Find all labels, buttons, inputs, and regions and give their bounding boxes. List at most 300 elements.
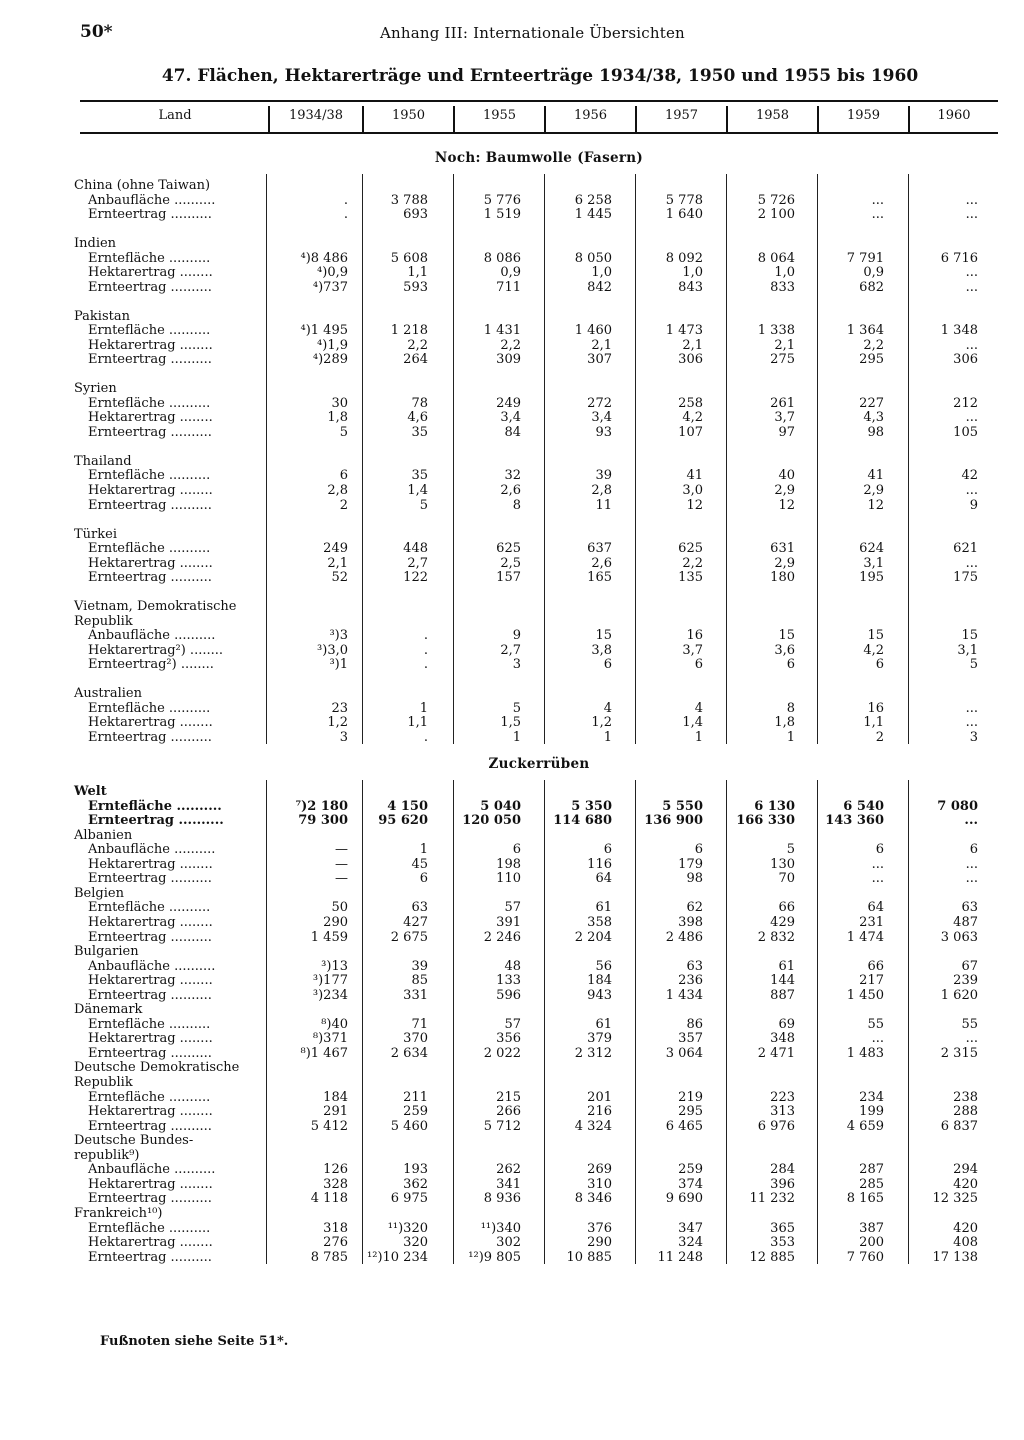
data-row — [0, 483, 1024, 498]
data-row — [0, 193, 1024, 208]
table-cell-1934-38: ³)1 — [329, 657, 348, 673]
measure-label: Hektarertrag ........ — [88, 1104, 213, 1120]
table-cell-1950: 264 — [403, 352, 428, 368]
table-cell-1960: 306 — [953, 352, 978, 368]
table-cell-1957: 6 465 — [665, 1118, 703, 1134]
section-heading: Zuckerrüben — [488, 756, 590, 772]
measure-label: Hektarertrag ........ — [88, 410, 213, 426]
table-cell-1960: 621 — [953, 541, 978, 556]
data-row — [0, 1119, 1024, 1134]
table-cell-1957: 2 486 — [665, 929, 703, 945]
table-cell-1958: 6 130 — [754, 798, 795, 814]
table-cell-1958: 40 — [778, 468, 795, 484]
table-cell-1955: 84 — [504, 424, 521, 440]
table-cell-1950: 63 — [411, 900, 428, 916]
table-cell-1955: 120 050 — [462, 813, 521, 829]
page-header — [80, 22, 1000, 46]
table-cell-1934-38: 30 — [331, 395, 348, 411]
table-cell-1960: ... — [965, 337, 978, 353]
table-cell-1950: 320 — [403, 1235, 428, 1250]
table-cell-1955: 215 — [496, 1089, 521, 1105]
table-cell-1960: 3 — [969, 729, 978, 745]
country-label: Albanien — [74, 827, 133, 843]
measure-label: Erntefläche .......... — [88, 468, 211, 484]
table-cell-1959: 1 450 — [846, 987, 884, 1003]
data-row — [0, 813, 1024, 828]
table-cell-1958: 1 — [786, 729, 795, 745]
country-row — [0, 944, 1024, 959]
country-row — [0, 178, 1024, 193]
table-header-row — [80, 104, 998, 132]
table-cell-1934-38: ⁸)371 — [312, 1031, 348, 1047]
measure-label: Ernteertrag .......... — [88, 352, 212, 368]
table-cell-1958: 348 — [770, 1031, 795, 1047]
table-cell-1960: 7 080 — [937, 798, 978, 814]
table-cell-1955: 8 936 — [483, 1191, 521, 1207]
country-row — [0, 614, 1024, 629]
table-cell-1955: 5 — [512, 700, 521, 716]
table-cell-1959: 3,1 — [863, 555, 884, 571]
data-row — [0, 323, 1024, 338]
table-cell-1956: 2,1 — [591, 337, 612, 353]
table-cell-1950: 211 — [403, 1089, 428, 1105]
column-header-separator — [544, 106, 546, 132]
country-label: Republik — [74, 1075, 133, 1090]
table-cell-1956: 56 — [595, 958, 612, 974]
data-row — [0, 1104, 1024, 1119]
table-cell-1960: 5 — [969, 657, 978, 673]
column-header-separator — [908, 106, 910, 132]
country-label: Deutsche Demokratische — [74, 1060, 240, 1076]
table-cell-1957: 1 640 — [665, 207, 703, 223]
data-row — [0, 959, 1024, 974]
table-cell-1955: 2 022 — [483, 1045, 521, 1061]
table-cell-1956: 307 — [587, 352, 612, 368]
data-row — [0, 973, 1024, 988]
table-cell-1956: 216 — [587, 1104, 612, 1120]
table-cell-1934-38: ⁴)0,9 — [317, 265, 348, 281]
table-cell-1959: 682 — [859, 279, 884, 295]
table-cell-1960: 6 — [969, 842, 978, 858]
table-cell-1956: 269 — [587, 1162, 612, 1178]
table-cell-1956: 358 — [587, 914, 612, 930]
table-cell-1960: ... — [965, 555, 978, 571]
table-cell-1950: 122 — [403, 570, 428, 586]
table-cell-1960: 239 — [953, 973, 978, 989]
table-cell-1960: ... — [965, 700, 978, 716]
table-cell-1959: 6 540 — [843, 798, 884, 814]
table-top-rule — [80, 100, 998, 102]
country-label: Pakistan — [74, 308, 130, 324]
country-row — [0, 599, 1024, 614]
table-cell-1959: 16 — [867, 700, 884, 716]
table-cell-1950: 362 — [403, 1176, 428, 1192]
table-cell-1959: ... — [871, 1031, 884, 1047]
table-cell-1934-38: 8 785 — [310, 1249, 348, 1265]
table-cell-1956: 4 324 — [574, 1118, 612, 1134]
table-cell-1950: 259 — [403, 1104, 428, 1120]
table-cell-1956: 116 — [587, 856, 612, 872]
table-cell-1934-38: ⁸)40 — [321, 1016, 348, 1032]
table-cell-1950: 45 — [411, 856, 428, 872]
table-cell-1956: 3,4 — [591, 410, 612, 426]
table-cell-1959: 7 760 — [846, 1249, 884, 1265]
table-cell-1956: 6 258 — [574, 192, 612, 208]
measure-label: Hektarertrag ........ — [88, 555, 213, 571]
table-cell-1958: 353 — [770, 1235, 795, 1250]
data-row — [0, 701, 1024, 716]
table-cell-1950: 593 — [403, 279, 428, 295]
table-cell-1958: 61 — [778, 958, 795, 974]
table-cell-1960: ... — [965, 207, 978, 223]
table-cell-1956: 2 204 — [574, 929, 612, 945]
table-cell-1958: 2 832 — [757, 929, 795, 945]
table-cell-1955: 391 — [496, 914, 521, 930]
table-cell-1955: 8 086 — [483, 250, 521, 266]
table-cell-1955: 2,7 — [500, 642, 521, 658]
table-cell-1957: 5 778 — [665, 192, 703, 208]
table-cell-1958: 11 232 — [749, 1191, 795, 1207]
table-cell-1950: 5 — [419, 497, 428, 513]
measure-label: Erntefläche .......... — [88, 1016, 211, 1032]
country-row — [0, 1060, 1024, 1075]
measure-label: Ernteertrag .......... — [88, 871, 212, 887]
country-row — [0, 454, 1024, 469]
measure-label: Ernteertrag²) ........ — [88, 657, 214, 673]
table-cell-1950: 2 675 — [390, 929, 428, 945]
table-cell-1955: 1 431 — [483, 323, 521, 339]
table-cell-1960: ... — [965, 483, 978, 498]
table-cell-1950: 448 — [403, 541, 428, 556]
table-cell-1950: 85 — [411, 973, 428, 989]
table-cell-1957: 295 — [678, 1104, 703, 1120]
table-cell-1957: 258 — [678, 395, 703, 411]
table-cell-1958: 8 064 — [757, 250, 795, 266]
table-cell-1955: 711 — [496, 279, 521, 295]
data-row — [0, 541, 1024, 556]
table-cell-1934-38: ⁴)1 495 — [300, 323, 348, 339]
table-cell-1956: 6 — [603, 657, 612, 673]
table-cell-1934-38: ⁴)8 486 — [300, 250, 348, 266]
table-cell-1958: 1,8 — [774, 715, 795, 731]
table-cell-1957: 135 — [678, 570, 703, 586]
column-separator — [817, 174, 818, 744]
table-cell-1934-38: . — [343, 207, 348, 223]
table-cell-1959: 98 — [867, 424, 884, 440]
table-cell-1950: 71 — [411, 1016, 428, 1032]
measure-label: Erntefläche .......... — [88, 900, 211, 916]
table-cell-1950: 193 — [403, 1162, 428, 1178]
table-cell-1934-38: 4 118 — [310, 1191, 348, 1207]
table-cell-1957: 1,4 — [682, 715, 703, 731]
table-cell-1950: 95 620 — [378, 813, 428, 829]
table-cell-1958: 365 — [770, 1220, 795, 1236]
table-cell-1955: 48 — [504, 958, 521, 974]
table-cell-1960: 2 315 — [940, 1045, 978, 1061]
measure-label: Anbaufläche .......... — [88, 958, 216, 974]
column-separator — [635, 174, 636, 744]
table-cell-1956: 943 — [587, 987, 612, 1003]
measure-label: Erntefläche .......... — [88, 1089, 211, 1105]
country-row — [0, 828, 1024, 843]
table-cell-1959: 2 — [875, 729, 884, 745]
table-cell-1955: 157 — [496, 570, 521, 586]
data-row — [0, 280, 1024, 295]
table-cell-1955: 9 — [512, 628, 521, 644]
column-separator — [544, 174, 545, 744]
table-cell-1956: 1,0 — [591, 265, 612, 281]
data-row — [0, 1221, 1024, 1236]
table-cell-1957: 219 — [678, 1089, 703, 1105]
table-cell-1959: 1 474 — [846, 929, 884, 945]
table-cell-1960: ... — [965, 410, 978, 426]
table-cell-1958: 275 — [770, 352, 795, 368]
column-separator — [266, 780, 267, 1264]
data-row — [0, 657, 1024, 672]
table-cell-1957: 16 — [686, 628, 703, 644]
measure-label: Erntefläche .......... — [88, 798, 222, 814]
column-separator — [726, 174, 727, 744]
country-row — [0, 784, 1024, 799]
table-cell-1959: 199 — [859, 1104, 884, 1120]
table-cell-1960: ... — [965, 715, 978, 731]
table-cell-1955: 309 — [496, 352, 521, 368]
country-row — [0, 309, 1024, 324]
table-cell-1934-38: 1 459 — [310, 929, 348, 945]
table-cell-1956: 201 — [587, 1089, 612, 1105]
table-cell-1955: 2,5 — [500, 555, 521, 571]
country-row — [0, 1075, 1024, 1090]
table-cell-1958: 3,7 — [774, 410, 795, 426]
table-cell-1934-38: 291 — [323, 1104, 348, 1120]
table-cell-1960: ... — [965, 1031, 978, 1047]
table-cell-1958: 12 — [778, 497, 795, 513]
table-cell-1934-38: — — [335, 871, 348, 887]
table-cell-1958: 12 885 — [749, 1249, 795, 1265]
table-cell-1959: ... — [871, 856, 884, 872]
measure-label: Hektarertrag ........ — [88, 1235, 213, 1250]
measure-label: Anbaufläche .......... — [88, 1162, 216, 1178]
column-header-1960: 1960 — [937, 108, 971, 123]
measure-label: Ernteertrag .......... — [88, 279, 212, 295]
data-row — [0, 1046, 1024, 1061]
measure-label: Ernteertrag .......... — [88, 1249, 212, 1265]
table-cell-1934-38: ⁴)737 — [312, 279, 348, 295]
column-separator — [362, 780, 363, 1264]
measure-label: Hektarertrag ........ — [88, 715, 213, 731]
measure-label: Ernteertrag .......... — [88, 497, 212, 513]
country-label: Welt — [74, 784, 107, 799]
table-cell-1955: 8 — [512, 497, 521, 513]
table-cell-1950: 1 — [419, 842, 428, 858]
table-cell-1959: 15 — [867, 628, 884, 644]
table-cell-1958: 2,1 — [774, 337, 795, 353]
table-cell-1955: ¹¹)340 — [480, 1220, 521, 1236]
measure-label: Ernteertrag .......... — [88, 729, 212, 745]
table-cell-1934-38: 328 — [323, 1176, 348, 1192]
table-cell-1956: 310 — [587, 1176, 612, 1192]
table-cell-1934-38: 1,8 — [327, 410, 348, 426]
data-row — [0, 900, 1024, 915]
table-cell-1955: 5 776 — [483, 192, 521, 208]
table-cell-1955: 5 712 — [483, 1118, 521, 1134]
table-cell-1956: 114 680 — [553, 813, 612, 829]
table-cell-1959: 195 — [859, 570, 884, 586]
table-cell-1957: 9 690 — [665, 1191, 703, 1207]
table-cell-1959: 12 — [867, 497, 884, 513]
table-cell-1958: 8 — [786, 700, 795, 716]
table-cell-1958: 313 — [770, 1104, 795, 1120]
table-cell-1934-38: 23 — [331, 700, 348, 716]
data-row — [0, 338, 1024, 353]
column-header-1957: 1957 — [664, 108, 699, 123]
measure-label: Hektarertrag ........ — [88, 483, 213, 498]
table-cell-1955: 57 — [504, 900, 521, 916]
table-cell-1957: 259 — [678, 1162, 703, 1178]
table-cell-1958: 429 — [770, 914, 795, 930]
table-cell-1960: ... — [965, 856, 978, 872]
table-cell-1958: 1,0 — [774, 265, 795, 281]
data-row — [0, 468, 1024, 483]
table-cell-1956: 272 — [587, 395, 612, 411]
data-row — [0, 556, 1024, 571]
data-row — [0, 1191, 1024, 1206]
table-cell-1950: 4,6 — [407, 410, 428, 426]
country-label: Indien — [74, 236, 117, 252]
column-header-separator — [362, 106, 364, 132]
data-row — [0, 1235, 1024, 1250]
table-title: 47. Flächen, Hektarerträge und Ernteerträge 1934/38, 1950 und 1955 bis 1960 — [161, 66, 919, 86]
table-cell-1960: 212 — [953, 395, 978, 411]
table-cell-1959: 41 — [867, 468, 884, 484]
data-row — [0, 643, 1024, 658]
country-label: Vietnam, Demokratische — [74, 599, 237, 614]
table-cell-1960: 63 — [961, 900, 978, 916]
table-cell-1959: 6 — [875, 842, 884, 858]
data-row — [0, 1162, 1024, 1177]
table-cell-1950: 2 634 — [390, 1045, 428, 1061]
table-cell-1958: 166 330 — [736, 813, 795, 829]
table-cell-1956: 2,8 — [591, 483, 612, 498]
table-cell-1957: 11 248 — [657, 1249, 703, 1265]
running-head: Anhang III: Internationale Übersichten — [380, 24, 685, 42]
table-cell-1959: 6 — [875, 657, 884, 673]
table-cell-1960: 3 063 — [940, 929, 978, 945]
measure-label: Ernteertrag .......... — [88, 570, 212, 586]
data-row — [0, 251, 1024, 266]
column-header-separator — [817, 106, 819, 132]
measure-label: Ernteertrag .......... — [88, 424, 212, 440]
country-row — [0, 236, 1024, 251]
table-cell-1950: 5 460 — [390, 1118, 428, 1134]
table-cell-1957: 98 — [686, 871, 703, 887]
table-cell-1959: 287 — [859, 1162, 884, 1178]
data-row — [0, 1250, 1024, 1265]
table-cell-1959: 1,1 — [863, 715, 884, 731]
table-cell-1958: 70 — [778, 871, 795, 887]
table-cell-1934-38: — — [335, 856, 348, 872]
country-row — [0, 1002, 1024, 1017]
table-cell-1958: 261 — [770, 395, 795, 411]
table-cell-1957: 1 473 — [665, 323, 703, 339]
table-cell-1960: 67 — [961, 958, 978, 974]
measure-label: Erntefläche .......... — [88, 541, 211, 556]
table-cell-1959: ... — [871, 192, 884, 208]
table-cell-1956: 61 — [595, 900, 612, 916]
table-cell-1960: 487 — [953, 914, 978, 930]
table-cell-1958: 5 726 — [757, 192, 795, 208]
measure-label: Anbaufläche .......... — [88, 628, 216, 644]
data-row — [0, 915, 1024, 930]
measure-label: Hektarertrag ........ — [88, 265, 213, 281]
table-cell-1950: . — [423, 628, 428, 644]
table-cell-1958: 130 — [770, 856, 795, 872]
table-cell-1960: 420 — [953, 1176, 978, 1192]
table-cell-1957: 8 092 — [665, 250, 703, 266]
table-cell-1958: 833 — [770, 279, 795, 295]
table-cell-1959: 2,2 — [863, 337, 884, 353]
table-cell-1957: 41 — [686, 468, 703, 484]
measure-label: Hektarertrag ........ — [88, 914, 213, 930]
table-cell-1958: 887 — [770, 987, 795, 1003]
table-cell-1958: 66 — [778, 900, 795, 916]
column-header-1950: 1950 — [391, 108, 426, 123]
column-header-1959: 1959 — [846, 108, 881, 123]
data-row — [0, 628, 1024, 643]
measure-label: Erntefläche .......... — [88, 700, 211, 716]
data-row — [0, 410, 1024, 425]
table-cell-1960: 238 — [953, 1089, 978, 1105]
table-cell-1959: 624 — [859, 541, 884, 556]
measure-label: Ernteertrag .......... — [88, 1191, 212, 1207]
table-cell-1950: 693 — [403, 207, 428, 223]
table-cell-1934-38: 3 — [339, 729, 348, 745]
measure-label: Erntefläche .......... — [88, 323, 211, 339]
table-cell-1960: 6 837 — [940, 1118, 978, 1134]
table-cell-1958: 2,9 — [774, 555, 795, 571]
table-cell-1958: 6 — [786, 657, 795, 673]
table-cell-1960: 3,1 — [957, 642, 978, 658]
table-cell-1950: 1 — [419, 700, 428, 716]
table-cell-1950: 35 — [411, 468, 428, 484]
table-cell-1957: 62 — [686, 900, 703, 916]
table-cell-1957: 374 — [678, 1176, 703, 1192]
table-cell-1956: 290 — [587, 1235, 612, 1250]
table-cell-1957: 179 — [678, 856, 703, 872]
table-cell-1955: 262 — [496, 1162, 521, 1178]
table-cell-1960: 420 — [953, 1220, 978, 1236]
table-cell-1955: 266 — [496, 1104, 521, 1120]
table-cell-1934-38: 290 — [323, 914, 348, 930]
table-cell-1960: 55 — [961, 1016, 978, 1032]
table-cell-1956: 184 — [587, 973, 612, 989]
column-header-separator — [453, 106, 455, 132]
table-cell-1959: 2,9 — [863, 483, 884, 498]
data-row — [0, 857, 1024, 872]
table-cell-1957: 1 434 — [665, 987, 703, 1003]
table-cell-1934-38: 2,8 — [327, 483, 348, 498]
country-label: Republik — [74, 613, 133, 629]
table-cell-1960: 17 138 — [932, 1249, 978, 1265]
measure-label: Hektarertrag ........ — [88, 1176, 213, 1192]
table-cell-1955: 2,2 — [500, 337, 521, 353]
data-row — [0, 396, 1024, 411]
table-cell-1934-38: — — [335, 842, 348, 858]
measure-label: Erntefläche .......... — [88, 250, 211, 266]
table-cell-1960: 408 — [953, 1235, 978, 1250]
table-cell-1959: ... — [871, 871, 884, 887]
table-cell-1934-38: 1,2 — [327, 715, 348, 731]
